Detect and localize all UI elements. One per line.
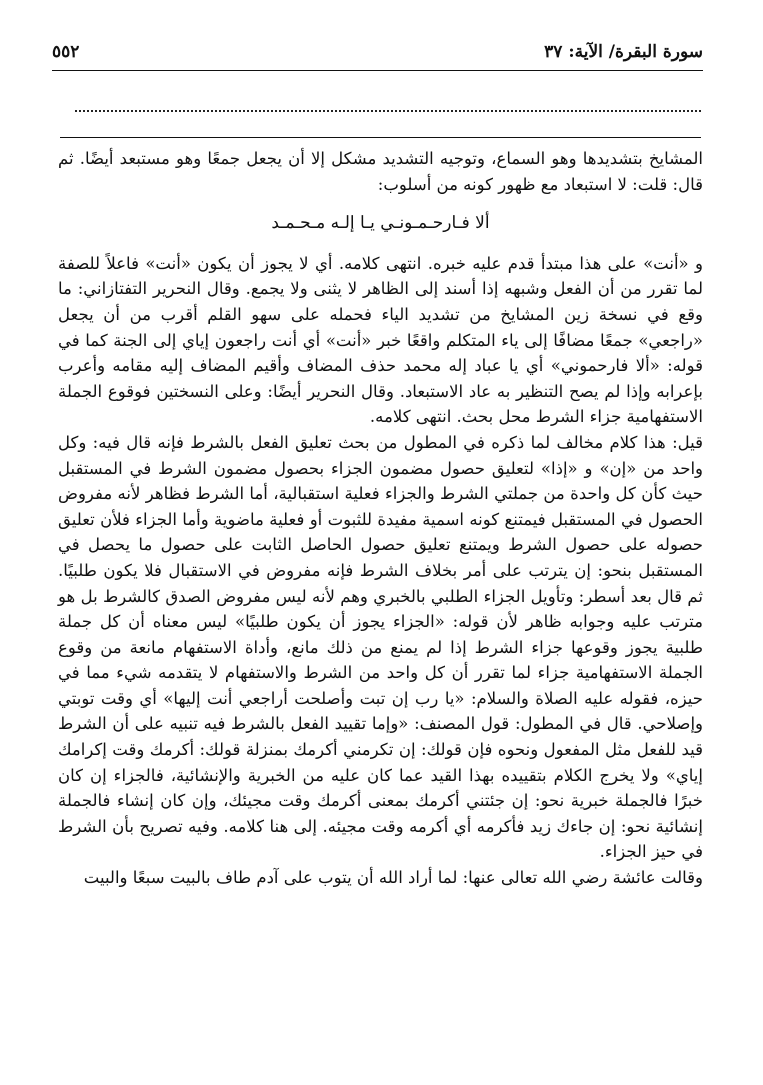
page-header — [52, 38, 703, 66]
surah-reference: سورة البقرة/ الآية: ٣٧ — [544, 42, 703, 62]
body-divider — [60, 137, 701, 138]
paragraph: وقالت عائشة رضي الله تعالى عنها: لما أراد الله أن يتوب على آدم طاف بالبيت سبعًا والبيت — [83, 868, 703, 888]
poetry-verse: ألا فـارحـمـونـي يـا إلـه مـحـمـد — [271, 213, 490, 234]
paragraph: المشايخ بتشديدها وهو السماع، وتوجيه التشديد مشكل إلا أن يجعل جمعًا وهو مستبعد أيضًا. ثم قال: قلت: لا استبعاد مع ظهور كونه من أسلوب: — [58, 149, 703, 194]
paragraph: و «أنت» على هذا مبتدأ قدم عليه خبره. انتهى كلامه. أي لا يجوز أن يكون «أنت» فاعلاً للصفة لما تقرر من أن الفعل وشبهه إذا أسند إلى الظاهر لا يثنى ولا يجمع. وقال النحرير التفتازاني: ما وقع في نسخة زين المشايخ من تشديد الياء فحمله على سهو القلم أقرب من أن يجعل «راجعي» جمعًا مضافًا إلى ياء المتكلم واقعًا خبر «أنت» أي أنت راجعون إياي إلى الجنة كما في قوله: «ألا فارحموني» أي يا عباد إله محمد حذف المضاف وأقيم المضاف إليه مقامه وأعرب بإعرابه وإذا لم يصح التنظير به عاد الاستبعاد. وقال النحرير أيضًا: وعلى النسختين فوقوع الجملة الاستفهامية جزاء الشرط محل بحث. انتهى كلامه. — [58, 253, 703, 427]
paragraph: قيل: هذا كلام مخالف لما ذكره في المطول من بحث تعليق الفعل بالشرط فإنه قال فيه: وكل واحد من «إن» و «إذا» لتعليق حصول مضمون الجزاء بحصول مضمون الشرط في المستقبل حيث كأن كل واحدة من جملتي الشرط والجزاء فعلية استقبالية، أما الشرط فظاهر لأنه مفروض الحصول في المستقبل فيمتنع كونه اسمية مفيدة للثبوت أو فعلية ماضوية وأما الجزاء فلأن تعليق حصوله على حصول الشرط ويمتنع تعليق حصول الحاصل الثابت على حصول ما يحصل في المستقبل بنحو: إن يترتب على أمر بخلاف الشرط فإنه مفروض في الاستقبال فلا يكون طلبيًا. ثم قال بعد أسطر: وتأويل الجزاء الطلبي بالخبري وهم لأنه ليس مفروض الصدق كالشرط بل هو مترتب عليه وجوابه ظاهر لأن قوله: «الجزاء يجوز أن يكون طلبيًا» ليس معناه أن كل جملة طلبية يجوز وقوعها جزاء الشرط إذا لم يمنع من ذلك مانع، وأداة الاستفهام مانعة من وقوع الجملة الاستفهامية جزاء لما تقرر أن كل واحد من الشرط والاستفهام لا يتقدمه شيء مما في حيزه، فقوله عليه الصلاة والسلام: «يا رب إن تبت وأصلحت أراجعي أنت إليها» أي وقت توبتي وإصلاحي. قال في المطول: قول المصنف: «وإما تقييد الفعل بالشرط فيه تنبيه على أن الشرط قيد للفعل مثل المفعول ونحوه فإن قولك: إن تكرمني أكرمك بمنزلة قولك: أكرمك وقت إكرامك إياي» ولا يخرج الكلام بتقييده بهذا القيد عما كان عليه من الخبرية والإنشائية، فالجزاء إن كان خبرًا فالجملة خبرية نحو: إن جئتني أكرمك بمعنى أكرمك وقت مجيئك، وإن كان إنشاء فالجملة إنشائية نحو: إن جاءك زيد فأكرمه أي أكرمه وقت مجيئه. إلى هنا كلامه. وفيه تصريح بأن الشرط في حيز الجزاء. — [58, 432, 703, 862]
header-divider — [52, 70, 703, 71]
dotted-separator — [75, 94, 701, 112]
page-body — [58, 146, 703, 891]
page-number: ٥٥٢ — [52, 42, 80, 62]
